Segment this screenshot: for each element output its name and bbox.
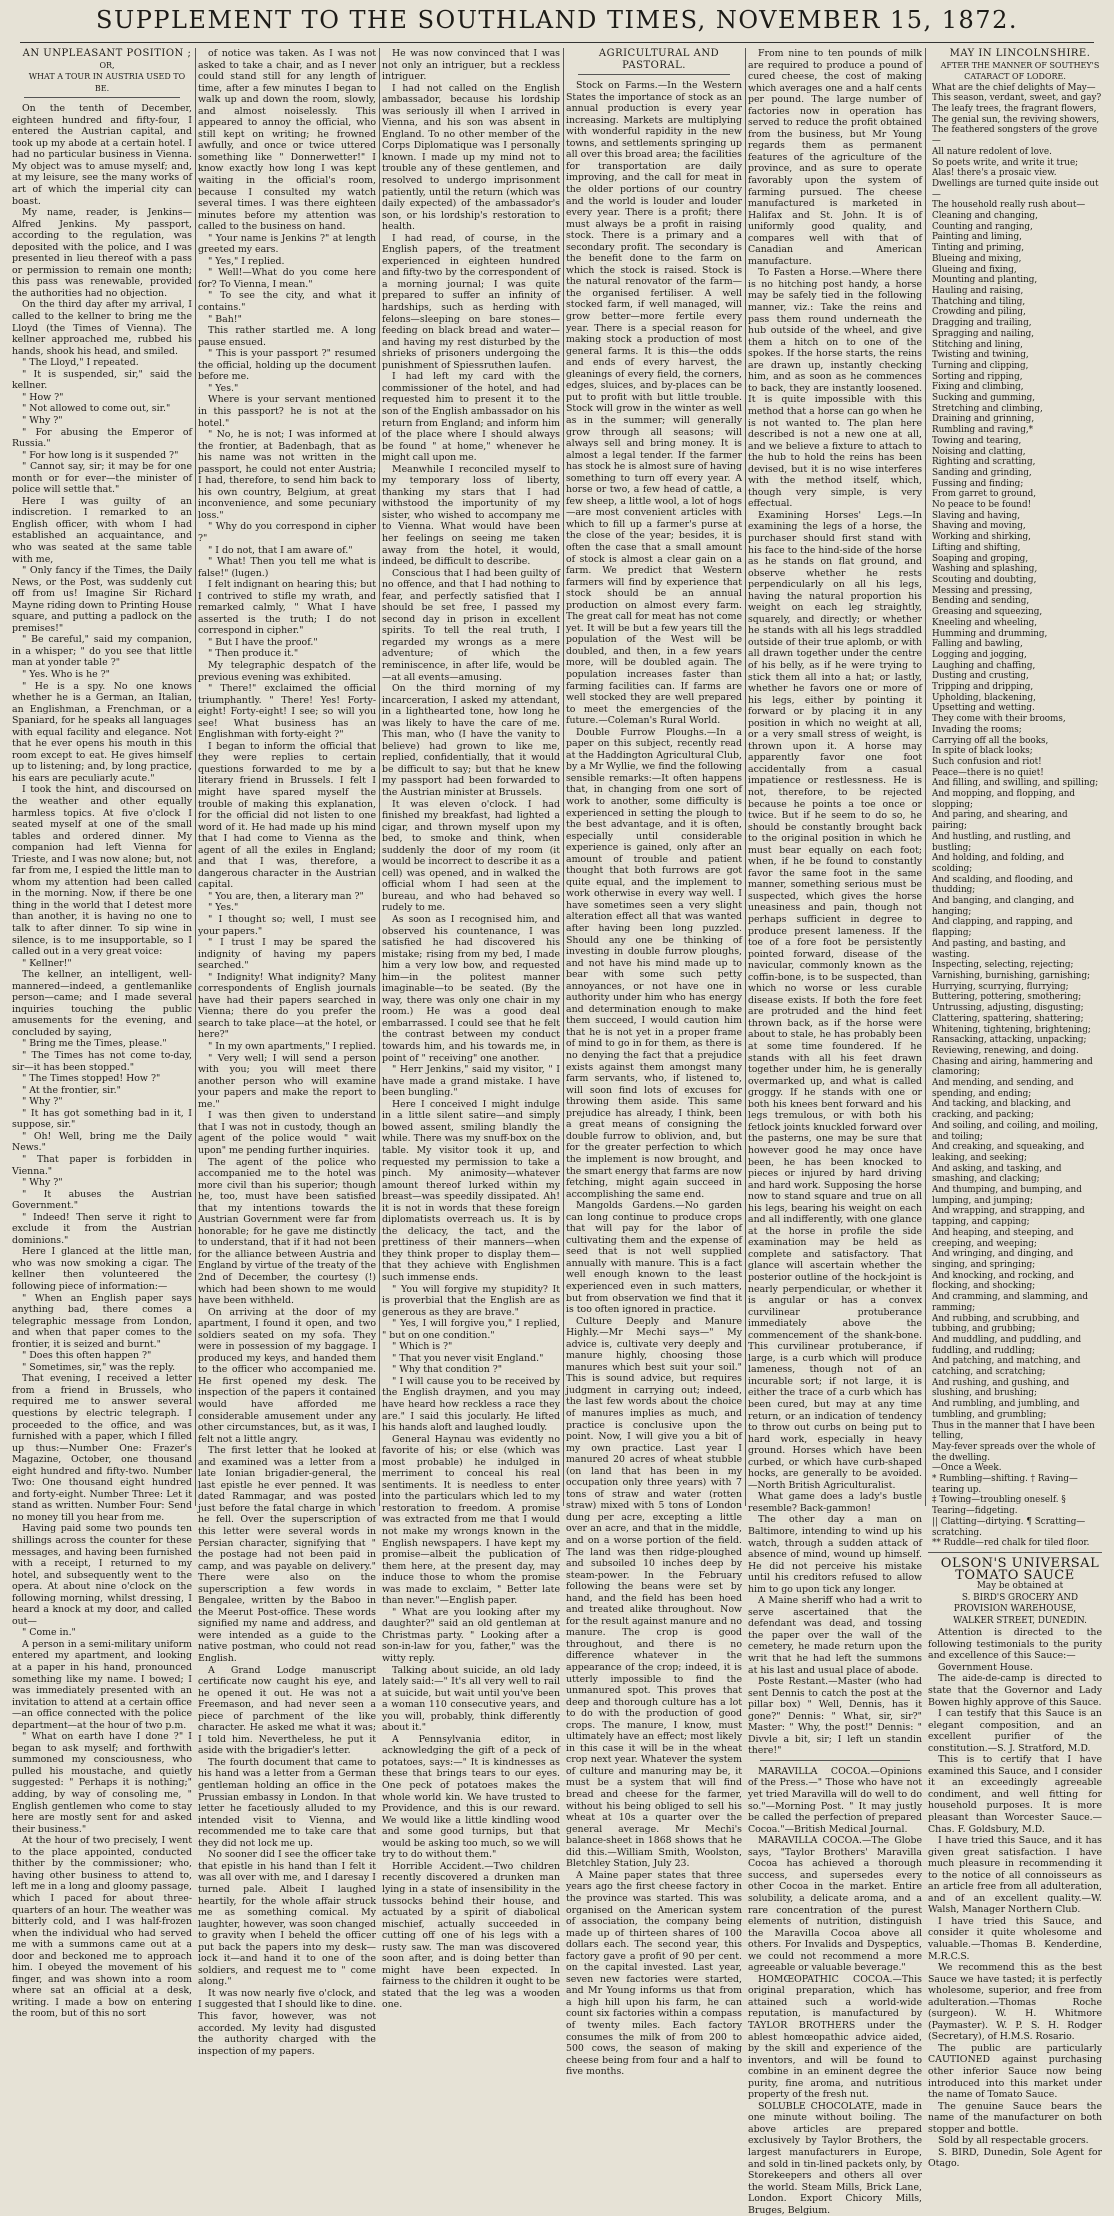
paragraph: Tinting and priming, xyxy=(932,243,1025,254)
paragraph: Here I glanced at the little man, who was now smoking a cigar. The kellner then volunteered the following piece of information:— xyxy=(12,1246,192,1292)
paragraph: * Rumbling—shifting. † Raving—tearing up. xyxy=(932,1474,1078,1495)
paragraph: Slaving and having, xyxy=(932,510,1021,521)
paragraph: " That paper is forbidden in Vienna." xyxy=(12,1153,192,1177)
paragraph: And knocking, and rocking, and flocking, and shocking; xyxy=(932,1270,1075,1292)
paragraph: Glueing and fixing, xyxy=(932,264,1017,275)
paragraph: Shaving and moving, xyxy=(932,521,1026,532)
paragraph: " Yes." xyxy=(208,382,239,394)
paragraph: The public are particularly CAUTIONED against purchasing other inferior Sauce now being introduced into this market under the name of Tomato Sauce. xyxy=(928,2042,1102,2101)
paragraph: Sold by all respectable grocers. xyxy=(938,2135,1089,2147)
column-4 xyxy=(566,48,742,2078)
paragraph: And tacking, and blacking, and cracking, and packing; xyxy=(932,1099,1071,1121)
paragraph: At the hour of two precisely, I went to the place appointed, conducted thither by the commissioner; who, having other business to attend to, left me in a long and gloomy passage, which I paced for about three-quarters of an hour. The weather was bitterly cold, and I was half-frozen when the individual who had served me with a summons came out at a door and beckoned me to approach him. I obeyed the movement of his finger, and was shown into a room where sat an official at a desk, writing. I made a bow on entering the room, but of this no sort xyxy=(12,1835,192,2020)
paragraph: Falling and bawling, xyxy=(932,639,1023,650)
paragraph: Scouting and doubting, xyxy=(932,574,1037,585)
paragraph: And scalding, and flooding, and thudding; xyxy=(932,874,1073,896)
paragraph: The genial sun, the reviving showers, xyxy=(932,114,1100,125)
paragraph: Dragging and trailing, xyxy=(932,318,1032,329)
paragraph: ** Ruddle—red chalk for tiled floor. xyxy=(932,1538,1090,1549)
paragraph: " Cannot say, sir; it may be for one month or for ever—the minister of police will settle that." xyxy=(12,461,192,496)
paragraph: We recommend this as the best Sauce we have tasted; it is perfectly wholesome, superior, and free from adulteration.—Thomas Roche (surgeon). W. H. Whitmore (Paymaster). W. P. S. H. Rodger (Secretary), of H.M.S. Rosario. xyxy=(928,1962,1102,2043)
paragraph: " I do not, that I am aware of." xyxy=(208,544,353,556)
title-rule xyxy=(578,74,730,75)
paragraph: " Why ?" xyxy=(22,1177,63,1189)
paragraph: What are the chief delights of May— xyxy=(932,82,1096,93)
paragraph: Sucking and gumming, xyxy=(932,393,1036,404)
paragraph: And rubbing, and scrubbing, and tubbing, and grubbing; xyxy=(932,1313,1080,1335)
paragraph: Greasing and squeezing, xyxy=(932,607,1043,618)
paragraph: Alas! there's a prosaic view. xyxy=(932,168,1057,179)
paragraph: And muddling, and puddling, and fuddling, and ruddling; xyxy=(932,1334,1082,1356)
paragraph: I can testify that this Sauce is an elegant composition, and an excellent purifier of the constitution.—S. J. Stratford, M.D. xyxy=(928,1708,1102,1754)
paragraph: Bending and sending, xyxy=(932,596,1030,607)
paragraph: And pasting, and basting, and wasting. xyxy=(932,938,1066,960)
paragraph: " When an English paper says anything bad, there comes a telegraphic message from London, and when that paper comes to the frontier, it is seized and burnt." xyxy=(12,1292,192,1350)
ad-rule xyxy=(760,1760,910,1761)
paragraph: A Grand Lodge manuscript certificate now caught his eye, and he opened it out. He was not a Freemason, and had never seen a piece of parchment of the like character. He asked me what it was; I told him. Nevertheless, he put it aside with the brigadier's letter. xyxy=(198,1664,376,1757)
paragraph: The genuine Sauce bears the name of the manufacturer on both stopper and bottle. xyxy=(928,2100,1102,2135)
paragraph: Thatching and tiling, xyxy=(932,296,1026,307)
paragraph: " I thought so; well, I must see your papers." xyxy=(198,914,376,937)
paragraph: And paring, and shearing, and pairing; xyxy=(932,810,1068,832)
paragraph: To Fasten a Horse.—Where there is no hitching post handy, a horse may be safely tied in the following manner, viz.: Take the reins and pass them round underneath the hub outside of the wheel, and give them a hitch on to one of the spokes. If the horse starts, the reins are drawn up, instantly checking him, and as soon as he commences to back, they are instantly loosened. It is quite impossible with this method that a horse can go when he is not wanted to. The plan here described is not a new one at all, and we believe a fixture to attach to the hub to hold the reins has been devised, but it is no wise interferes with the method itself, which, though very simple, is very effectual. xyxy=(748,267,922,510)
column-rule xyxy=(195,48,196,1506)
paragraph: No sooner did I see the officer take that epistle in his hand than I felt it was all over with me, and I daresay I turned pale. Albeit I laughed heartily, for the whole affair struck me as something comical. My laughter, however, was soon changed to gravity when I beheld the officer put back the papers into my desk—lock it—and hand it to one of the soldiers, and request me to " come along." xyxy=(198,1849,377,1988)
paragraph: And mopping, and flopping, and slopping; xyxy=(932,789,1076,810)
paragraph: A person in a semi-military uniform entered my apartment, and looking at a paper in his hand, pronounced something like my name. I bowed; I was immediately presented with an invitation to attend at a certain office—an office connected with the police department—at the hour of two p.m. xyxy=(12,1638,192,1731)
paragraph: Spragging and nailing, xyxy=(932,328,1035,339)
paragraph: Soaping and groping, xyxy=(932,553,1029,564)
paragraph: So poets write, and write it true; xyxy=(932,157,1079,168)
paragraph: Ransacking, attacking, unpacking; xyxy=(932,1035,1087,1046)
paragraph: I began to inform the official that they were replies to certain questions forwarded to me by a literary friend in Brussels. I felt I might have spared myself the trouble of making this explanation, for the official did not listen to one word of it. He had made up his mind that I had come to Vienna as the agent of all the exiles in England; and that I was, therefore, a dangerous character in the Austrian capital. xyxy=(198,740,376,891)
column-5 xyxy=(748,48,922,2216)
paragraph: And clapping, and rapping, and flapping; xyxy=(932,917,1073,939)
article-body xyxy=(748,48,922,1757)
paragraph: " At the frontier, sir." xyxy=(22,1084,121,1096)
paragraph: Horrible Accident.—Two children recently discovered a drunken man lying in a state of insensibility in the tussocks behind their house, and actuated by a spirit of diabolical mischief, actually succeeded in cutting off one of his legs with a rusty saw. The man was discovered soon after, and is doing better than might have been expected. In fairness to the children it ought to be stated that the leg was a wooden one. xyxy=(382,1860,560,2011)
paragraph: And mending, and sending, and spending, and ending; xyxy=(932,1078,1074,1099)
paragraph: The feathered songsters of the grove— xyxy=(932,125,1098,147)
paragraph: " You are, then, a literary man ?" xyxy=(208,890,364,902)
paragraph: || Clatting—dirtying. ¶ Scratting—scratching. xyxy=(932,1516,1086,1538)
paragraph: " Well!—What do you come here for? To Vienna, I mean." xyxy=(198,267,376,290)
paragraph: Dwellings are turned quite inside out— xyxy=(932,178,1099,200)
masthead: SUPPLEMENT TO THE SOUTHLAND TIMES, NOVEMBER 15, 1872. xyxy=(96,6,1018,34)
paragraph: Painting and liming, xyxy=(932,232,1022,243)
paragraph: Sanding and grinding, xyxy=(932,467,1032,478)
paragraph: " For abusing the Emperor of Russia." xyxy=(12,426,192,450)
paragraph: " Then produce it." xyxy=(208,648,299,660)
paragraph: Sorting and ripping, xyxy=(932,371,1023,382)
paragraph: Humming and drumming, xyxy=(932,628,1048,639)
paragraph: " Very well; I will send a person with you; you will meet there another person who will examine your papers and make the report to me." xyxy=(198,1052,376,1110)
paragraph: And creaking, and squeaking, and leaking, and seeking; xyxy=(932,1142,1085,1163)
paragraph: " What on earth have I done ?" I began to ask myself; and forthwith summoned my consciousness, who pulled his moustache, and quietly suggested: " Perhaps it is nothing;" adding, by way of consoling me, " English gentlemen who come to stay here are mostly sent for and asked their business." xyxy=(12,1731,192,1835)
paragraph: And rushing, and gushing, and slushing, and brushing; xyxy=(932,1377,1070,1399)
paragraph: This is to certify that I have examined this Sauce, and I consider it an exceedingly agreeable condiment, and well fitting for household purposes. It is more pleasant than Worcester Sauce.—Chas. F. Goldsbury, M.D. xyxy=(928,1754,1102,1835)
paragraph: " Yes. Who is he ?" xyxy=(22,668,110,680)
column-rule xyxy=(379,48,380,1506)
paragraph: I had not called on the English ambassador, because his lordship was seriously ill when I arrived in Vienna, and his son was absent in England. To no other member of the Corps Diplomatique was I personally known. I made up my mind not to trouble any of these gentlemen, and resolved to undergo imprisonment patiently, until the return (which was daily expected) of the ambassador's son, or his lordship's restoration to health. xyxy=(382,82,560,233)
paragraph: " What are you looking after my daughter?" said an old gentleman at Christmas party. " Looking after a son-in-law for you, father," was the witty reply. xyxy=(382,1606,560,1665)
paragraph: In spite of black looks; xyxy=(932,746,1033,757)
paragraph: I was then given to understand that I was not in custody, though an agent of the police would " wait upon" me pending further inquiries. xyxy=(198,1110,376,1156)
paragraph: This season, verdant, sweet, and gay? xyxy=(932,93,1102,104)
paragraph: " To see the city, and what it contains." xyxy=(198,290,376,314)
paragraph: " Indignity! What indignity? Many correspondents of English journals have had their papers searched in Vienna; there do you prefer the search to take place—at the hotel, or here?" xyxy=(198,971,376,1041)
cocoa-ad: HOMŒOPATHIC COCOA.—This original preparation, which has attained such a world-wide reputation, is manufactured by TAYLOR BROTHERS under the ablest homœopathic advice aided, by the skill and experience of the inventors, and will be found to combine in an eminent degree the purity, fine aroma, and nutritious property of the fresh nut. xyxy=(748,1973,922,2101)
paragraph: Such confusion and riot! xyxy=(932,756,1042,767)
paragraph: The aide-de-camp is directed to state that the Governor and Lady Bowen highly approve of this Sauce. xyxy=(928,1673,1102,1708)
paragraph: Logging and jogging, xyxy=(932,649,1027,660)
paragraph: Attention is directed to the following testimonials to the purity and excellence of this Sauce:— xyxy=(928,1627,1102,1662)
paragraph: " But I have the proof." xyxy=(208,636,318,648)
column-2 xyxy=(198,48,377,2057)
article-body xyxy=(12,103,192,2020)
poem-title: MAY IN LINCOLNSHIRE. xyxy=(949,48,1091,59)
paragraph: " Does this often happen ?" xyxy=(22,1350,152,1362)
paragraph: " That you never visit England." xyxy=(392,1352,544,1364)
paragraph: And banging, and clanging, and hanging; xyxy=(932,896,1075,917)
paragraph: " Yes." xyxy=(208,902,239,914)
paragraph: From garret to ground, xyxy=(932,489,1037,500)
ad-body xyxy=(928,1627,1102,2170)
paragraph: The kellner, an intelligent, well-mannered—indeed, a gentlemanlike person—came; and I made several inquiries touching the public amusements for the evening, and concluded by saying, xyxy=(12,969,192,1038)
paragraph: Fixing and climbing, xyxy=(932,382,1024,393)
paragraph: The leafy trees, the fragrant flowers, xyxy=(932,104,1097,115)
paragraph: Inspecting, selecting, rejecting; xyxy=(932,960,1074,971)
paragraph: Fussing and finding; xyxy=(932,478,1024,489)
cocoa-ad: MARAVILLA COCOA.—The Globe says, "Taylor Brothers' Maravilla Cocoa has achieved a thorough success, and supersedes every other Cocoa in the market. Entire solubility, a delicate aroma, and a rare concentration of the purest elements of nutrition, distinguish the Maravilla Cocoa above all others. For Invalids and Dyspeptics, we could not recommend a more agreeable or valuable beverage." xyxy=(748,1835,922,1974)
article-or: OR, xyxy=(99,60,115,70)
article-subtitle: WHAT A TOUR IN AUSTRIA USED TO BE. xyxy=(28,72,186,93)
paragraph: " Kellner!" xyxy=(22,957,72,969)
ad-rule xyxy=(928,1552,1102,1553)
paragraph: " What! Then you tell me what is false!" (lugen.) xyxy=(198,556,376,579)
paragraph: WALKER STREET, DUNEDIN. xyxy=(953,1615,1087,1626)
ad-title: OLSON'S UNIVERSAL TOMATO SAUCE xyxy=(940,1555,1100,1583)
paragraph: " Why do you correspond in cipher ?" xyxy=(198,521,376,544)
paragraph: On the tenth of December, eighteen hundred and fifty-four, I entered the Austrian capital, and took up my abode at a certain hotel. I had no particular business in Vienna. My object was to amuse myself; and, at my leisure, see the many works of art of which the imperial city can boast. xyxy=(12,103,192,207)
paragraph: On the third day after my arrival, I called to the kellner to bring me the Lloyd (the Times of Vienna). The kellner approached me, rubbed his hands, shook his head, and smiled. xyxy=(12,299,192,357)
paragraph: " No, he is not; I was informed at the frontier, at Badenbagh, that as his name was not written in the passport, he could not enter Austria; I had, therefore, to send him back to his own country, Belgium, at great inconvenience, and some pecuniary loss." xyxy=(198,429,376,521)
column-rule xyxy=(925,48,926,1506)
paragraph: " For how long is it suspended ?" xyxy=(22,449,179,461)
paragraph: Talking about suicide, an old lady lately said:—" It's all very well to rail at suicide, but wait until you've been a woman 110 consecutive years, and you will, probably, think differently about it." xyxy=(382,1664,560,1734)
paragraph: Working and shirking, xyxy=(932,532,1031,543)
paragraph: I have tried this Sauce, and consider it quite wholesome and valuable.—Thomas B. Kenderdine, M.R.C.S. xyxy=(928,1915,1102,1962)
paragraph: My name, reader, is Jenkins—Alfred Jenkins. My passport, according to the regulation, was deposited with the police, and I was presented in lieu thereof with a pass or permission to remain one month; this pass was renewable, provided the authorities had no objection. xyxy=(12,207,192,299)
paragraph: And asking, and tasking, and smashing, and clacking; xyxy=(932,1163,1062,1185)
paragraph: —Once a Week. xyxy=(932,1463,1002,1474)
paragraph: And filling, and swilling, and spilling; xyxy=(932,778,1099,789)
paragraph: S. BIRD'S GROCERY AND PROVISION WAREHOUSE, xyxy=(953,1592,1079,1615)
paragraph: Meanwhile I reconciled myself to my temporary loss of liberty, thanking my stars that I had withstood the importunity of my sister, who wished to accompany me to Vienna. What would have been her feelings on seeing me taken away from the hotel, it would, indeed, be difficult to describe. xyxy=(382,463,560,568)
paragraph: I felt indignant on hearing this; but I contrived to stifle my wrath, and remarked calmly, " What I have asserted is the truth; I do not correspond in cipher." xyxy=(198,579,376,637)
paragraph: " You will forgive my stupidity? It is proverbial that the English are as generous as they are brave." xyxy=(382,1283,560,1318)
paragraph: Counting and ranging, xyxy=(932,221,1033,232)
paragraph: " Indeed! Then serve it right to exclude it from the Austrian dominions." xyxy=(12,1211,192,1246)
paragraph: " Sometimes, sir," was the reply. xyxy=(22,1361,176,1373)
paragraph: " Why ?" xyxy=(22,414,63,426)
paragraph: A Maine sheriff who had a writ to serve ascertained that the defendant was dead, and tossing the paper over the wall of the cemetery, he made return upon the writ that he had left the summons at his last and usual place of abode. xyxy=(748,1595,922,1676)
paragraph: Thus in the manner that I have been telling, xyxy=(932,1420,1095,1442)
article-title: AN UNPLEASANT POSITION ; xyxy=(22,48,192,59)
paragraph: I took the hint, and discoursed on the weather and other equally harmless topics. At five o'clock I seated myself at one of the small tables and ordered dinner. My companion had left Vienna for Trieste, and I was now alone; but, not far from me, I espied the little man to whom my attention had been called in the morning. Now, if there be one thing in the world that I detest more than another, it is having no one to talk to after dinner. To sip wine in silence, is to me insupportable, so I called out in a very great voice: xyxy=(12,784,192,958)
paragraph: Kneeling and wheeling, xyxy=(932,617,1038,628)
paragraph: From nine to ten pounds of milk are required to produce a pound of cured cheese, the cost of making which averages one and a half cents per pound. The large number of factories now in operation has served to reduce the profit obtained from the business, but Mr Young regards them as permanent features of the agriculture of the province, and as sure to operate favorably upon the system of farming pursued. The cheese manufactured is marketed in Halifax and St. John. It is of uniformly good quality, and compares well with that of Canadian and American manufacture. xyxy=(748,48,922,267)
paragraph: I have tried this Sauce, and it has given great satisfaction. I have much pleasure in recommending it to the notice of all connoisseurs as an article free from all adulteration, and of an excellent quality.—W. Walsh, Manager Northern Club. xyxy=(928,1835,1102,1916)
paragraph: Tripping and dripping, xyxy=(932,682,1034,693)
paragraph: " I will cause you to be received by the English draymen, and you may have heard how reckless a race they are." I said this jocularly. He lifted his hands aloft and laughed loudly. xyxy=(382,1375,560,1434)
article-body xyxy=(566,80,742,2078)
paragraph: It was now nearly five o'clock, and I suggested that I should like to dine. This favor, however, was not accorded. My levity had disgusted the authority charged with the inspection of my papers. xyxy=(198,1987,376,2057)
paragraph: Blueing and mixing, xyxy=(932,253,1022,264)
paragraph: Chasing and airing, hammering and clamoring; xyxy=(932,1056,1093,1078)
paragraph: " It has got something bad in it, I suppose, sir." xyxy=(12,1107,192,1131)
paragraph: Whitening, tightening, brightening; xyxy=(932,1024,1091,1035)
paragraph: Mounting and planting, xyxy=(932,275,1038,286)
paragraph: Twisting and twining, xyxy=(932,350,1029,361)
paragraph: Examining Horses' Legs.—In examining the legs of a horse, the purchaser should first stand with his face to the hind-side of the horse as he stands on flat ground, and observe whether he rests perpendicularly on all his legs, having the natural proportion his weight on each leg straightly, squarely, and directly; or whether he stands with all his legs straddled outside of their true aplomb, or with all drawn together under the centre of his belly, as if he were trying to stick them all into a hat; or lastly, whether he favors one or more of his legs, either by pointing it forward or by placing it in any position in which no weight at all, or a very small stress of weight, is thrown upon it. A horse may apparently favor one foot accidentally from a casual impatience or restlessness. He is not, therefore, to be rejected because he points a toe once or twice. But if he seem to do so, he should be constantly brought back to the original position in which he must bear equally on each foot; when, if he be found to constantly favor the same foot in the same manner, something serious must be suspected, which gives the horse uneasiness and pain, though not perhaps sufficient in degree to produce present lameness. If the toe of a fore foot be persistently pointed forward, disease of the navicular, commonly known as the coffin-bone, is to be suspected, than which no worse or less curable disease exists. If both the fore feet are protruded and the hind feet thrown back, as if the horse were about to stale, he has probably been at some time foundered. If he stands with all his feet drawn together under him, he is generally overmarked up, and what is called groggy. If he stands with one or both his knees bent forward and his legs tremulous, or with both his fetlock joints knuckled forward over the pasterns, one may be sure that however good he may once have been, he has been knocked to pieces or injured by hard driving and hard work. Supposing the horse now to stand square and true on all his legs, bearing his weight on each and all indifferently, with one glance at the horse in profile the side examination may be held as complete and satisfactory. That glance will ascertain whether the posterior outline of the hock-joint is nearly perpendicular, or whether it is angular or has a convex curvilinear protuberance immediately above the commencement of the shank-bone. This curvilinear protuberance, if large, is a curb which will produce lameness, though not of an incurable sort; if not large, it is either the trace of a curb which has been cured, but may at any time return, or an indication of tendency to throw out curbs on being put to hard work, especially in heavy ground. Horses which have been curbed, or which have curb-shaped hocks, are generally to be avoided.—North British Agriculturalist. xyxy=(748,509,922,1491)
paragraph: Peace—there is no quiet! xyxy=(932,767,1044,778)
paragraph: That evening, I received a letter from a friend in Brussels, who required me to answer several questions by electric telegraph. I proceeded to the office, and was furnished with a paper, which I filled up thus:—Number One: Frazer's Magazine, October, one thousand eight hundred and fifty-two. Number Two: One thousand eight hundred and forty-eight. Number Three: Let it stand as written. Number Four: Send no money till you hear from me. xyxy=(12,1373,192,1523)
paragraph: Noising and clatting, xyxy=(932,446,1026,457)
paragraph: A Pennsylvania editor, in acknowledging the gift of a peck of potatoes, says:—" It is kindnesses as these that brings tears to our eyes. One peck of potatoes makes the whole world kin. We have trusted to Providence, and this is our reward. We would like a little kindling wood and some good turnips, but that would be asking too much, so we will try to do without them." xyxy=(382,1733,560,1861)
paragraph: " The Times has not come to-day, sir—it has been stopped." xyxy=(12,1050,192,1073)
paragraph: " Why ?" xyxy=(22,1096,63,1108)
paragraph: " This is your passport ?" resumed the official, holding up the document before me. xyxy=(198,348,376,383)
paragraph: I had read, of course, in the English papers, of the treatment experienced in eighteen hundred and fifty-two by the correspondent of a morning journal; I was quite prepared to suffer an infinity of hardships, such as herding with felons—sleeping on bare stones—feeding on black bread and water—and having my rest disturbed by the shrieks of prisoners undergoing the punishment of Spiessruthen laufen. xyxy=(382,232,560,371)
paragraph: " Oh! Well, bring me the Daily News." xyxy=(12,1130,192,1154)
paragraph: Here I conceived I might indulge in a little silent satire—and simply bowed assent, smiling blandly the while. There was my snuff-box on the table. My visitor took it up, and requested my permission to take a pinch. My animosity—whatever amount thereof lurked within my breast—was speedily dissipated. Ah! it is not in words that these foreign diplomatists overreach us. It is by the delicacy, the tact, and the prettiness of their manners—when they think proper to display them—that they achieve with Englishmen such immense ends. xyxy=(382,1098,560,1283)
masthead-rule xyxy=(20,42,1094,43)
paragraph: The agent of the police who accompanied me to the hotel was more civil than his superior; though he, too, must have been satisfied that my intentions towards the Austrian Government were far from honorable; for he gave me distinctly to understand, that if it had not been for the alliance between Austria and England by virtue of the treaty of the 2nd of December, the courtesy (!) which had been shown to me would have been withheld. xyxy=(198,1156,376,1307)
paragraph: Draining and grinning, xyxy=(932,414,1035,425)
paragraph: Clattering, spattering, shattering; xyxy=(932,1013,1084,1024)
paragraph: Righting and scratting, xyxy=(932,457,1036,468)
cocoa-ad: SOLUBLE CHOCOLATE, made in one minute without boiling. The above articles are prepared exclusively by Taylor Brothers, the largest manufacturers in Europe, and sold in tin-lined packets only, by Storekeepers and others all over the world. Steam Mills, Brick Lane, London. Export Chicory Mills, Bruges, Belgium. xyxy=(748,2100,922,2216)
paragraph: " It is suspended, sir," said the kellner. xyxy=(12,368,192,392)
paragraph: Turning and clipping, xyxy=(932,360,1029,371)
poem-subtitle: AFTER THE MANNER OF SOUTHEY'S CATARACT OF LODORE. xyxy=(940,60,1100,82)
paragraph: No peace to be found! xyxy=(932,500,1032,511)
paragraph: " Bah!" xyxy=(208,313,242,325)
paragraph: " I trust I may be spared the indignity of having my papers searched." xyxy=(198,937,376,972)
ad-lines xyxy=(928,1581,1102,1627)
paragraph: " Yes, I will forgive you," I replied, " but on one condition." xyxy=(382,1318,560,1341)
paragraph: " The Times stopped! How ?" xyxy=(22,1073,161,1085)
paragraph: " It abuses the Austrian Government." xyxy=(12,1188,192,1212)
title-rule xyxy=(24,97,180,98)
paragraph: General Haynau was evidently no favorite of his; or else (which was most probable) he indulged in merriment to conceal his real sentiments. It is needless to enter into the particulars which led to my restoration to freedom. A promise was extracted from me that I would not make my wrongs known in the English newspapers. I have kept my promise—albeit the publication of them here, at the present day, may induce those to whom the promise was made to exclaim, " Better late than never."—English paper. xyxy=(382,1433,560,1607)
paragraph: " There!" exclaimed the official triumphantly. " There! Yes! Forty-eight! Forty-eight! I see; so will you see! What business has an Englishman with forty-eight ?" xyxy=(198,683,376,741)
paragraph: Upholding, blackening, xyxy=(932,692,1036,703)
paragraph: Mangolds Gardens.—No garden can long continue to produce crops that will pay for the labor of cultivating them and the expense of seed that is not well supplied annually with manure. This is a fact well enough known to the least experienced even in such matters, but from observation we find that it is too often ignored in practice. xyxy=(566,1200,742,1316)
paragraph: Culture Deeply and Manure Highly.—Mr Mechi says—" My advice is, cultivate very deeply and manure highly, choosing those manures which best suit your soil." This is sound advice, but requires judgment in carrying out; indeed, the last few words about the choice of manures implies as much, and practice is conclusive upon the point. Now, I will give you a bit of my own practice. Last year I manured 20 acres of wheat stubble (on land that has been in my occupation only three years) with 7 tons of straw and water (rotten straw) mixed with 5 tons of London dung per acre, excepting a little over an acre, and that in the middle, and on a worse portion of the field. The land was then ridge-ploughed and subsoiled 10 inches deep by steam-power. In the February following the beans were set by hand, and the field has been hoed and treated alike throughout. Now for the result against manure and no manure. The crop is good throughout, and there is no difference whatever in the appearance of the crop; indeed, it is utterly impossible to find the unmanured spot. This proves that deep and thorough culture has a lot to do with the production of good crops. The manure, I know, must ultimately have an effect; most likely in this case it will be in the wheat crop next year. Whatever the system of culture and manuring may be, it must be a system that will find bread and cheese for the farmer, without his being obliged to sell his wheat at 10s a quarter over the general average. Mr Mechi's balance-sheet in 1868 shows that he did this.—William Smith, Woolston, Bletchley Station, July 23. xyxy=(566,1315,742,1870)
paragraph: And patching, and matching, and catching, and scratching; xyxy=(932,1356,1081,1378)
paragraph: Lifting and shifting, xyxy=(932,542,1021,553)
paragraph: On arriving at the door of my apartment, I found it open, and two soldiers seated on my sofa. They were in possession of my baggage. I produced my keys, and handed them to the officer who accompanied me. He first opened my desk. The inspection of the papers it contained would have afforded me considerable amusement under any other circumstances, but, as it was, I felt not a little angry. xyxy=(198,1306,376,1445)
paragraph: " Yes," I replied. xyxy=(208,255,285,267)
paragraph: And hustling, and rustling, and bustling; xyxy=(932,831,1071,853)
paragraph: S. BIRD, Dunedin, Sole Agent for Otago. xyxy=(928,2146,1102,2170)
paragraph: They come with their brooms, xyxy=(932,714,1066,725)
paragraph: ‡ Towing—troubling oneself. § Tearing—fidgeting. xyxy=(932,1495,1066,1517)
paragraph: A Maine paper states that three years ago the first cheese factory in the province was started. This was organised on the American system of association, the company being made up of thirteen shares of 100 dollars each. The second year, this factory gave a profit of 90 per cent. on the capital invested. Last year, seven new factories were started, and Mr Young informs us that from a high hill upon his farm, he can count six factories within a compass of twenty miles. Each factory consumes the milk of from 200 to 500 cows, the season of making cheese being from four and a half to five months. xyxy=(566,1869,742,2078)
paragraph: And thumping, and bumping, and lumping, and jumping; xyxy=(932,1185,1082,1206)
column-rule xyxy=(745,48,746,1506)
paragraph: I had left my card with the commissioner of the hotel, and had requested him to present it to the son of the English ambassador on his return from England; and inform him of the place where I should always be found " at home," whenever he might call upon me. xyxy=(382,371,560,464)
paragraph: " Your name is Jenkins ?" at length greeted my ears. xyxy=(198,232,376,256)
paragraph: And holding, and folding, and scolding; xyxy=(932,853,1065,874)
paragraph: " He is a spy. No one knows whether he is a German, an Italian, an Englishman, a Frenchman, or a Spaniard, for he speaks all languages with equal facility and elegance. Not that he ever opens his mouth in this room except to eat. He gives himself up to listening; and, by long practice, his ears are peculiarly acute." xyxy=(12,680,192,784)
paragraph: " Which is ?" xyxy=(392,1341,453,1353)
paragraph: Crowding and piling, xyxy=(932,307,1026,318)
paragraph: of notice was taken. As I was not asked to take a chair, and as I never could stand still for any length of time, after a few minutes I began to walk up and down the room, slowly, and almost noiselessly. This appeared to annoy the official, who still kept on writing; he frowned awfully, and once or twice uttered something like " Donnerwetter!" I know exactly how long I was kept waiting in the official's room, because I consulted my watch several times. I was there eighteen minutes before my attention was called to the business on hand. xyxy=(198,48,376,233)
paragraph: " Bring me the Times, please." xyxy=(22,1038,167,1050)
paragraph: " Why that condition ?" xyxy=(392,1364,503,1376)
paragraph: Rumbling and raving,* xyxy=(932,425,1034,436)
paragraph: The other day a man on Baltimore, intending to wind up his watch, through a sudden attack of absence of mind, wound up himself. He did not perceive his mistake until his creditors refused to allow him to go upon tick any longer. xyxy=(748,1514,922,1595)
paragraph: Hurrying, scurrying, flurrying; xyxy=(932,981,1069,992)
column-6 xyxy=(928,48,1102,2170)
paragraph: What game does a lady's bustle resemble? Back-gammon! xyxy=(748,1491,922,1514)
paragraph: And heaping, and steeping, and creeping, and weeping; xyxy=(932,1227,1074,1249)
paragraph: Laughing and chaffing, xyxy=(932,660,1036,671)
paragraph: " In my own apartments," I replied. xyxy=(208,1041,376,1053)
paragraph: Messing and pressing, xyxy=(932,585,1033,596)
paragraph: Cleaning and changing, xyxy=(932,211,1038,222)
paragraph: Carrying off all the books, xyxy=(932,735,1049,746)
paragraph: " Come in." xyxy=(22,1627,76,1639)
paragraph: May-fever spreads over the whole of the dwelling. xyxy=(932,1441,1096,1463)
paragraph: Government House. xyxy=(938,1661,1033,1673)
paragraph: Towing and tearing, xyxy=(932,435,1022,446)
article-body xyxy=(198,48,376,2057)
paragraph: Reviewing, renewing, and doing. xyxy=(932,1045,1079,1056)
column-1 xyxy=(12,48,192,2020)
paragraph: " Be careful," said my companion, in a whisper; " do you see that little man at yonder table ?" xyxy=(12,634,192,669)
paragraph: Double Furrow Ploughs.—In a paper on this subject, recently read at the Haddington Agricultural Club, by a Mr Wyllie, we find the following sensible remarks:—It often happens that, in changing from one sort of work to another, some difficulty is experienced in setting the plough to the best advantage, and it is often, especially until considerable experience is gained, only after an amount of trouble and patient thought that both furrows are got quite equal, and the implement to work otherwise in every way well. I have sometimes seen a very slight alteration effect all that was wanted after having been long puzzled. Should any one be thinking of investing in double furrow ploughs, and not have his mind made up to bear with some such petty annoyances, or not have one in authority under him who has energy and determination enough to make them succeed, I would caution him that he is not yet in a proper frame of mind to go in for them, as there is no denying the fact that a prejudice exists against them amongst many farm servants, who, if listened to, will soon find lots of excuses for throwing them aside. This same prejudice has already, I think, been a great means of consigning the double furrow to oblivion, and, but for the greater perfection to which the implement is now brought, and the smart energy that farms are now fetching, might again succeed in accomplishing the same end. xyxy=(566,726,742,1200)
paragraph: Washing and splashing, xyxy=(932,564,1038,575)
paragraph: And cramming, and slamming, and ramming; xyxy=(932,1292,1089,1313)
paragraph: Dusting and crusting, xyxy=(932,671,1029,682)
paragraph: Invading the rooms; xyxy=(932,724,1022,735)
article-body xyxy=(382,48,560,2011)
paragraph: Stitching and lining, xyxy=(932,339,1023,350)
paragraph: And soiling, and coiling, and moiling, and toiling; xyxy=(932,1120,1098,1142)
paragraph: " How ?" xyxy=(22,391,64,403)
paragraph: The fourth document that came to his hand was a letter from a German gentleman holding an office in the Prussian embassy in London. In that letter he facetiously alluded to my intended visit to Vienna, and recommended me to take care that they did not lock me up. xyxy=(198,1756,376,1849)
paragraph: Having paid some two pounds ten shillings across the counter for these messages, and having been furnished with a receipt, I returned to my hotel, and subsequently went to the opera. At about nine o'clock on the following morning, whilst dressing, I heard a knock at my door, and called out— xyxy=(12,1523,192,1627)
paragraph: " Herr Jenkins," said my visitor, " I have made a grand mistake. I have been bungling." xyxy=(382,1064,560,1099)
column-rule xyxy=(563,48,564,1506)
column-3 xyxy=(382,48,560,2011)
paragraph: " Only fancy if the Times, the Daily News, or the Post, was suddenly cut off from us! Imagine Sir Richard Mayne riding down to Printing House square, and putting a padlock on the premises!" xyxy=(12,565,192,634)
paragraph: And rumbling, and jumbling, and tumbling, and grumbling; xyxy=(932,1399,1080,1420)
paragraph: Stock on Farms.—In the Western States the importance of stock as an annual production is every year increasing. Markets are multiplying with wonderful rapidity in the new towns, and settlements springing up all over this broad area; the facilities for transportation are daily improving, and the call for meat in the older portions of our country and the world is louder and louder every year. There is a profit; there must always be a profit in raising stock. There is a primary and a secondary profit. The secondary is the benefit done to the farm on which the stock is raised. Stock is the natural renovator of the farm—the organised fertiliser. A well stocked farm, if well managed, will grow better—more fertile every year. There is a special reason for making stock a production of most general farms. It is this—the odds and ends of every harvest, the gleanings of every field, the corners, edges, sluices, and by-places can be put to profit with but little trouble. Stock will grow in the winter as well as in the summer; will generally grow through all seasons; will always sell and bring money. It is almost a legal tender. If the farmer has stock he is almost sure of having something to turn off every year. A horse or two, a few head of cattle, a few sheep, a little wool, a lot of hogs—are most convenient articles with which to fill up a farmer's purse at the close of the year; besides, it is often the case that a small amount of stock is almost a clear gain on a farm. We predict that Western farmers will find by experience that stock should be an annual production on almost every farm. The great call for meat has not come yet. It will be but a few years till the population of the West will be doubled, and then, in a few years more, will be doubled again. The population increases faster than farming facilities can. If farms are well stocked they are well prepared to meet the emergencies of the future.—Coleman's Rural World. xyxy=(566,80,742,727)
paragraph: Stretching and climbing, xyxy=(932,403,1043,414)
paragraph: Untrussing, adjusting, disgusting; xyxy=(932,1003,1084,1014)
paragraph: All nature redolent of love. xyxy=(932,146,1052,157)
paragraph: Conscious that I had been guilty of no offence, and that I had nothing to fear, and perfectly satisfied that I should be set free, I passed my second day in prison in excellent spirits. To tell the real truth, I regarded my wrongs as a mere adventure; of which the reminiscence, in after life, would be—at all events—amusing. xyxy=(382,567,560,683)
paragraph: Upsetting and wetting. xyxy=(932,703,1035,714)
paragraph: Where is your servant mentioned in this passport? he is not at the hotel." xyxy=(198,394,376,429)
paragraph: Buttering, pottering, smothering; xyxy=(932,992,1082,1003)
poem-body xyxy=(928,83,1102,1549)
paragraph: The household really rush about— xyxy=(932,200,1086,211)
paragraph: " The Lloyd," I repeated. xyxy=(22,357,139,369)
paragraph: And wrapping, and strapping, and tapping, and capping; xyxy=(932,1206,1085,1228)
paragraph: Here I was guilty of an indiscretion. I remarked to an English officer, with whom I had established an acquaintance, and who was seated at the same table with me, xyxy=(12,495,192,565)
paragraph: Hauling and raising, xyxy=(932,286,1024,296)
paragraph: It was eleven o'clock. I had finished my breakfast, had lighted a cigar, and thrown myself upon my bed, to smoke and think, when suddenly the door of my room (it would be incorrect to describe it as a cell) was opened, and in walked the official whom I had seen at the bureau, and who had behaved so rudely to me. xyxy=(382,798,560,914)
paragraph: On the third morning of my incarceration, I asked my attendant, in a lighthearted tone, how long he was likely to have the care of me. This man, who (I have the vanity to believe) had grown to like me, replied, confidentially, that it would be difficult to say; but that he knew my passport had been forwarded to the Austrian minister at Brussels. xyxy=(382,683,560,798)
paragraph: As soon as I recognised him, and observed his countenance, I was satisfied he had discovered his mistake; rising from my bed, I made him a very low bow, and requested him—in the politest manner imaginable—to be seated. (By the way, there was only one chair in my room.) He was a good deal embarrassed. I could see that he felt the contrast between my conduct towards him, and his towards me, in point of " receiving" one another. xyxy=(382,914,560,1064)
paragraph: My telegraphic despatch of the previous evening was exhibited. xyxy=(198,659,376,683)
paragraph: " Not allowed to come out, sir." xyxy=(22,403,171,415)
paragraph: The first letter that he looked at and examined was a letter from a late Ionian brigadier-general, the last epistle he ever penned. It was dated Rammagar, and was posted just before the fatal charge in which he fell. Over the superscription of this letter were several words in Persian character, signifying that " the postage had not been paid in camp, and was payable on delivery." There were also on the superscription a few words in Bengalee, written by the Baboo in the Meerut Post-office. These words signified my name and address, and were intended as a guide to the native postman, who could not read English. xyxy=(198,1445,376,1665)
paragraph: He was now convinced that I was not only an intriguer, but a reckless intriguer. xyxy=(382,48,560,83)
paragraph: Poste Restant.—Master (who had sent Dennis to catch the post at the pillar box) " Well, Dennis, has it gone?" Dennis: " What, sir, sir?" Master: " Why, the post!" Dennis: " Divvle a bit, sir; I left un standin there!" xyxy=(748,1676,922,1757)
cocoa-ad: MARAVILLA COCOA.—Opinions of the Press.—" Those who have not yet tried Maravilla will do well to do so."—Morning Post. " It may justly be called the perfection of prepared Cocoa."—British Medical Journal. xyxy=(748,1765,922,1835)
section-title: AGRICULTURAL AND PASTORAL. xyxy=(598,48,720,71)
paragraph: And wringing, and dinging, and singing, and springing; xyxy=(932,1249,1074,1270)
paragraph: This rather startled me. A long pause ensued. xyxy=(198,325,376,348)
paragraph: Varnishing, burnishing, garnishing; xyxy=(932,971,1091,981)
paragraph: May be obtained at xyxy=(976,1581,1064,1592)
